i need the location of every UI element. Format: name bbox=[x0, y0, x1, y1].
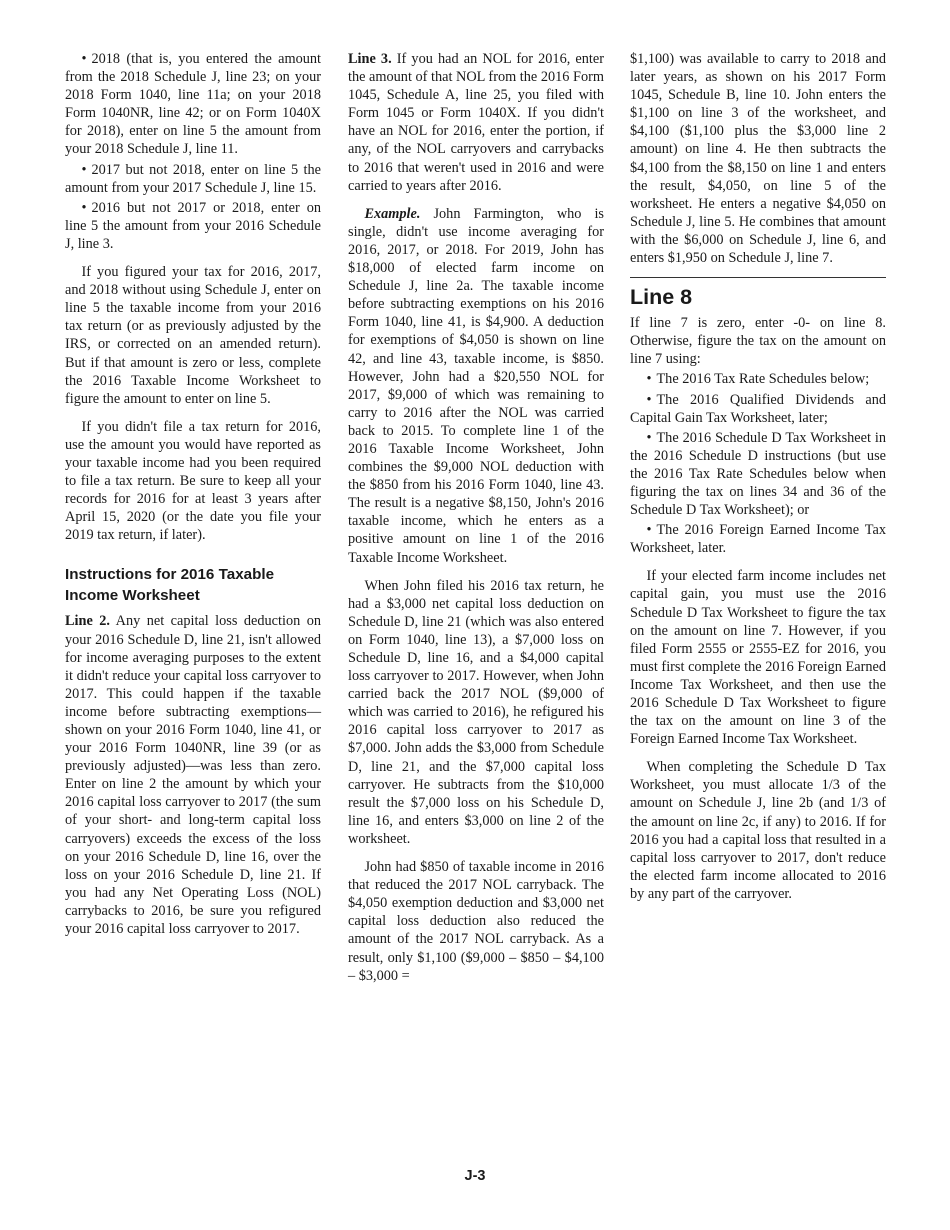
paragraph-elected-farm-income: If your elected farm income includes net capital gain, you must use the 2016 Schedule D Tax Worksheet to figure the tax on the amount on line 7. However, if you filed Form 2555 or 2555-EZ for 2016, you must first complete the 2016 Foreign Earned Income Tax Worksheet, and then use the 2016 Schedule D Tax Worksheet to figure the tax on the amount on line 3 of the Foreign Earned Income Tax Worksheet. bbox=[630, 568, 886, 748]
bullet-dot: • bbox=[81, 199, 87, 216]
bullet-item: • The 2016 Tax Rate Schedules below; bbox=[646, 371, 870, 388]
paragraph-example: Example. John Farmington, who is single, didn't use income averaging for 2016, 2017, or 2018. For 2019, John has $18,000 of elected farm income on Schedule J, line 2a. The taxable income before subtracting exemptions on his 2016 Form 1040, line 41, is $4,900. A deduction for exemptions of $4,050 is shown on line 42, and line 43, taxable income, is $850. However, John had a $20,550 NOL for 2017, $9,000 of which was remaining to carry to 2016 after the NOL was carried back to 2015. To complete line 1 of the 2016 Taxable Income Worksheet, John combines the $9,000 NOL deduction with the $850 from his 2016 Form 1040, line 43. The result is a negative $8,150, John's 2016 taxable income, which he enters as a positive amount on line 1 of the 2016 Taxable Income Worksheet. bbox=[348, 205, 604, 566]
bullet-dot: • bbox=[81, 51, 87, 67]
paragraph-john-taxable-income: John had $850 of taxable income in 2016 that reduced the 2017 NOL carryback. The $4,050 exemption deduction and $3,000 net capital loss deduction also reduced the amount of the 2017 NOL carryback. As a result, only $1,100 ($9,000 – $850 – $4,100 – $3,000 = bbox=[348, 859, 604, 984]
page-number: J-3 bbox=[464, 1168, 486, 1184]
bullet-dot: • bbox=[81, 161, 87, 178]
bullet-item: • The 2016 Schedule D Tax Worksheet in the 2016 Schedule D instructions (but use the 2016 Tax Rate Schedules below when figuring the tax on lines 34 and 36 of the Schedule D Tax Worksheet); or bbox=[630, 429, 886, 519]
paragraph-line-3: Line 3. If you had an NOL for 2016, enter the amount of that NOL from the 2016 Form 1045, Schedule A, line 25, you filed with Form 1045 or Form 1040X. If you didn't have an NOL for 2016, enter the portion, if any, of the NOL carryovers and carrybacks to 2016 that weren't used in 2016 and were carried to years after 2016. bbox=[348, 51, 604, 194]
bullet-dot: • bbox=[646, 429, 652, 446]
paragraph-no-return-filed: If you didn't file a tax return for 2016, use the amount you would have reported as your taxable income had you been required to file a tax return. Be sure to keep all your records for 2016 for at least 3 years after April 15, 2020 (or the date you file your 2019 tax return, if later). bbox=[65, 418, 321, 544]
paragraph-line-2: Line 2. Any net capital loss deduction on your 2016 Schedule D, line 21, isn't allowed for income averaging purposes to the extent it didn't reduce your capital loss carryover to 2017. This could happen if the taxable income before subtracting exemptions—shown on your 2016 Form 1040, line 41, or your 2016 Form 1040NR, line 39 (or as previously adjusted)—was less than zero. Enter on line 2 the amount by which your 2016 capital loss carryover to 2017 (the sum of your short- and long-term capital loss carryovers) exceeds the excess of the loss on your 2016 Schedule D, line 16, over the loss on your 2016 Schedule D, line 21. If you had any Net Operating Loss (NOL) carrybacks to 2016, be sure you refigured your 2016 capital loss carryover to 2017. bbox=[65, 613, 322, 938]
paragraph-john-filed: When John filed his 2016 tax return, he had a $3,000 net capital loss deduction on Schedule D, line 21 (which was also entered on Form 1040, line 13), a $7,000 loss on Schedule D, line 16, and a $4,000 capital loss carryover to 2017. However, when John carried back the 2017 NOL ($9,000 of which was carried to 2016), he refigured his 2016 capital loss carryover to 2017 as $7,000. John adds the $3,000 from Schedule D, line 21, and the $7,000 capital loss carryover. He subtracts from the $10,000 result the $7,000 loss on his Schedule D, line 16, and enters $3,000 on line 2 of the worksheet. bbox=[348, 577, 604, 847]
section-heading-line-8: Line 8 bbox=[630, 285, 693, 310]
bullet-item: • The 2016 Foreign Earned Income Tax Worksheet, later. bbox=[630, 522, 886, 557]
paragraph-figured-without-schedule-j: If you figured your tax for 2016, 2017, and 2018 without using Schedule J, enter on line 5 the taxable income from your 2016 tax return (or as previously adjusted by the IRS, or corrected on an amended return). But if that amount is zero or less, complete the 2016 Taxable Income Worksheet to figure the amount to enter on line 5. bbox=[65, 264, 321, 407]
bullet-dot: • bbox=[646, 391, 652, 408]
column-right bbox=[630, 50, 886, 913]
paragraph-continued: $1,100) was available to carry to 2018 and later years, as shown on his 2017 Form 1045, Schedule B, line 10. John enters the $1,100 on line 3 of the worksheet, and $4,100 ($1,100 plus the $3,000 line 2 amount) on line 4. He then subtracts the $4,100 from the $8,150 on line 1 and enters the result, $4,050, on line 5 of the worksheet. He enters a negative $4,050 on Schedule J, line 5. He combines that amount with the $6,000 on Schedule J, line 6, and enters $1,950 on Schedule J, line 7. bbox=[630, 51, 886, 267]
bullet-dot: • bbox=[646, 522, 652, 539]
bullet-item: • 2017 but not 2018, enter on line 5 the amount from your 2017 Schedule J, line 15. bbox=[65, 161, 321, 196]
bullet-item: • 2018 (that is, you entered the amount from the 2018 Schedule J, line 23; on your 2018 Form 1040, line 11a; on your 2018 Form 1040NR, line 42; or on Form 1040X for 2018), enter on line 5 the amount from your 2018 Schedule J, line 11. bbox=[65, 51, 321, 158]
bullet-item: • 2016 but not 2017 or 2018, enter on line 5 the amount from your 2016 Schedule J, line 3. bbox=[65, 199, 321, 252]
section-divider bbox=[630, 277, 886, 278]
section-heading-worksheet-instructions: Instructions for 2016 Taxable Income Worksheet bbox=[65, 566, 275, 605]
paragraph-completing-schedule-d: When completing the Schedule D Tax Worksheet, you must allocate 1/3 of the amount on Schedule J, line 2b (and 1/3 of the amount on line 2c, if any) to 2016. If for 2016 you had a capital loss that resulted in a capital loss carryover to 2017, don't reduce the elected farm income allocated to 2016 by any part of the carryover. bbox=[630, 759, 886, 902]
column-left bbox=[65, 50, 321, 948]
example-label: Example. bbox=[364, 205, 421, 222]
column-middle bbox=[348, 50, 604, 995]
runin-label: Line 3. bbox=[348, 51, 392, 67]
bullet-item: • The 2016 Qualified Dividends and Capital Gain Tax Worksheet, later; bbox=[630, 391, 886, 426]
paragraph-line-8-intro: If line 7 is zero, enter -0- on line 8. Otherwise, figure the tax on the amount on line 7 using: bbox=[630, 315, 886, 368]
bullet-dot: • bbox=[646, 371, 652, 388]
runin-label: Line 2. bbox=[65, 613, 110, 630]
